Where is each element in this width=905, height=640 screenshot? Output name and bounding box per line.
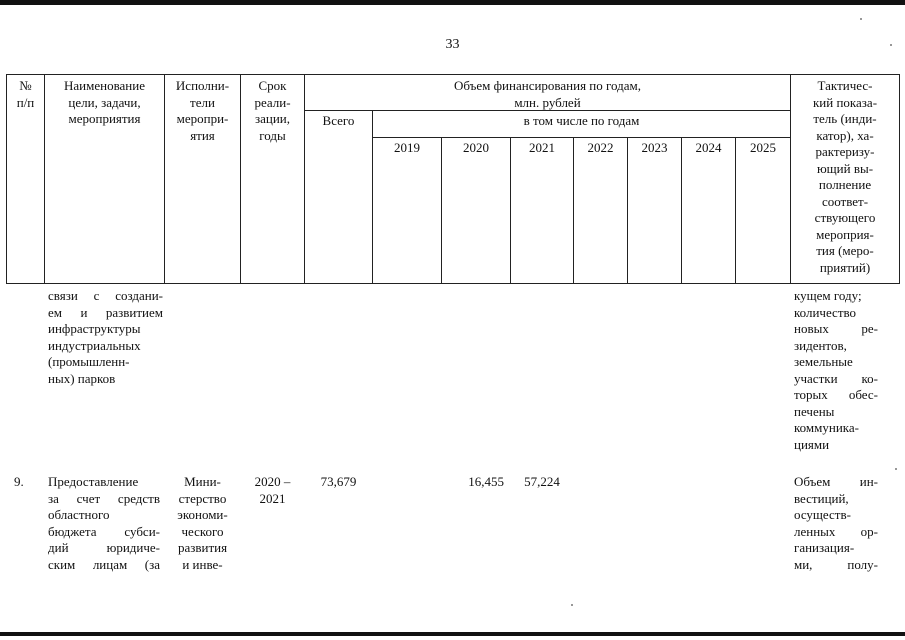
row9-executor-cell (165, 474, 240, 573)
row9-name-line: ским лицам (за (48, 556, 160, 572)
row9-name-line: дий юридиче- (48, 540, 160, 555)
header-year-2021: 2021 (529, 140, 555, 155)
row9-name-line: Предоставление (48, 474, 139, 489)
row1-name-line: (промышленн- (48, 354, 130, 369)
row9-indicator-cell (794, 474, 878, 573)
header-col-name: Наименование цели, задачи, мероприятия (64, 78, 145, 126)
row1-name-line: инфраструктуры (48, 321, 141, 336)
row9-executor-line: Мини- (184, 474, 221, 489)
scan-speck (895, 468, 897, 470)
row9-name-line: бюджета субси- (48, 523, 160, 539)
row9-executor-line: развития (177, 540, 228, 555)
row9-name-cell (48, 474, 160, 573)
row1-name-line: ем и развитием (48, 304, 163, 320)
header-col-by-years: в том числе по годам (523, 113, 640, 128)
header-col-executor: Исполни- тели меропри- ятия (175, 78, 230, 143)
row9-executor-line: стерство (178, 490, 227, 506)
header-col-funding: Объем финансирования по годам, млн. рублей (453, 78, 642, 110)
row1-name-cell (48, 288, 163, 387)
header-col-total: Всего (322, 113, 355, 128)
scan-speck (890, 44, 892, 46)
header-year-2024: 2024 (695, 140, 722, 155)
header-year-2019: 2019 (394, 140, 420, 155)
row9-total: 73,679 (320, 474, 357, 489)
scan-speck (571, 604, 573, 606)
row9-name-line: областного (48, 507, 110, 522)
row1-indicator-line: печены (794, 403, 835, 419)
row9-indicator-line: осуществ- (794, 507, 851, 522)
row1-name-line: ных) парков (48, 370, 116, 386)
row9-term-line: 2020 – (254, 474, 291, 489)
page-number: 33 (445, 37, 460, 52)
row1-indicator-line: земельные (794, 354, 853, 369)
header-col-indicator: Тактичес- кий показа- тель (инди- катор), ха- рактеризу- ющий вы- полнение соответ- ствующего мероприя- тия (меро- приятий) (812, 78, 878, 275)
row9-term-line: 2021 (259, 490, 286, 506)
row9-indicator-line: вестиций, (794, 490, 849, 506)
header-col-num: № п/п (16, 78, 35, 110)
row9-executor-line: экономи- (177, 507, 228, 522)
scan-speck (860, 18, 862, 20)
row1-indicator-line: количество (794, 304, 857, 320)
bottom-border (0, 632, 905, 636)
row9-executor-line: ческого (181, 523, 224, 539)
row9-indicator-line: Объем ин- (794, 474, 878, 489)
row1-indicator-cell (794, 288, 878, 453)
row1-name-line: индустриальных (48, 337, 141, 353)
row9-executor-line: и инве- (182, 556, 223, 572)
row1-name-line: связи с создани- (48, 288, 163, 303)
row9-year-2021: 57,224 (524, 474, 560, 489)
row1-indicator-line: зидентов, (794, 337, 847, 353)
row9-term-cell (241, 474, 304, 507)
row9-indicator-line: ленных ор- (794, 523, 878, 539)
row9-number: 9. (14, 474, 24, 489)
row1-indicator-line: новых ре- (794, 321, 878, 336)
header-year-2020: 2020 (463, 140, 489, 155)
row9-indicator-line: ми, полу- (794, 556, 878, 572)
row1-indicator-line: коммуника- (794, 420, 859, 435)
row9-name-line: за счет средств (48, 490, 160, 506)
header-year-2023: 2023 (641, 140, 668, 155)
row1-indicator-line: участки ко- (794, 370, 878, 386)
header-col-term: Срок реали- зации, годы (254, 78, 291, 143)
row1-indicator-line: кущем году; (794, 288, 862, 303)
header-year-2025: 2025 (750, 140, 776, 155)
header-year-2022: 2022 (587, 140, 614, 155)
row1-indicator-line: циями (794, 436, 830, 452)
row9-year-2020: 16,455 (468, 474, 504, 489)
row9-indicator-line: ганизация- (794, 540, 855, 555)
row1-indicator-line: торых обес- (794, 387, 878, 402)
